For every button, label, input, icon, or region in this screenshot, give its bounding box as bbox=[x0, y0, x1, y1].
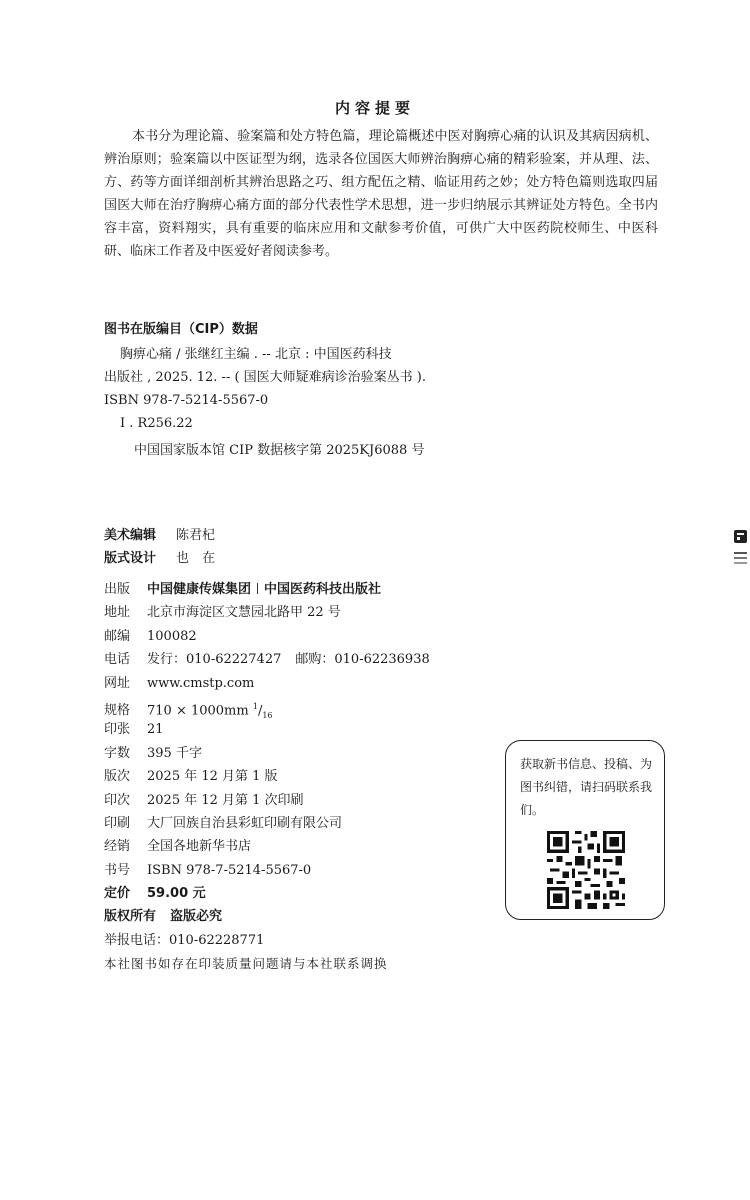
qr-card-text: 获取新书信息、投稿、为图书纠错，请扫码联系我们。 bbox=[520, 757, 653, 817]
postcode-row bbox=[104, 625, 430, 648]
price-value: 59.00 元 bbox=[147, 886, 206, 902]
info-key: 地址 bbox=[104, 605, 131, 621]
rights-row bbox=[104, 905, 430, 928]
sheets-row bbox=[104, 718, 430, 741]
info-key: 版次 bbox=[104, 769, 131, 785]
postcode-value: 100082 bbox=[147, 628, 197, 644]
role-row bbox=[104, 524, 215, 547]
role-row bbox=[104, 547, 215, 570]
cip-line-3: ISBN 978-7-5214-5567-0 bbox=[104, 393, 269, 408]
edition-value: 2025 年 12 月第 1 版 bbox=[147, 769, 278, 785]
role-key: 版式设计 bbox=[104, 551, 157, 566]
report-row: 举报电话：010-62228771 bbox=[104, 932, 265, 948]
isbn-value: ISBN 978-7-5214-5567-0 bbox=[147, 862, 312, 878]
phone-row bbox=[104, 648, 430, 671]
editor-roles bbox=[104, 524, 215, 570]
qr-code-icon[interactable] bbox=[547, 831, 625, 909]
isbn-row bbox=[104, 859, 430, 882]
info-key: 邮编 bbox=[104, 628, 131, 644]
website-value: www.cmstp.com bbox=[147, 675, 255, 691]
format-numerator: 1 bbox=[252, 701, 258, 711]
printer-value: 大厂回族自治县彩虹印刷有限公司 bbox=[147, 815, 343, 831]
info-key: 网址 bbox=[104, 675, 131, 691]
role-value: 也 在 bbox=[176, 551, 216, 566]
info-key: 印张 bbox=[104, 722, 131, 738]
cip-line-1: 胸痹心痛 / 张继红主编 . -- 北京 : 中国医药科技 bbox=[120, 347, 392, 362]
price-row bbox=[104, 882, 430, 905]
website-row bbox=[104, 672, 430, 695]
distributor-row bbox=[104, 835, 430, 858]
format-value: 710 × 1000mm bbox=[147, 703, 249, 719]
format-denominator: 16 bbox=[262, 710, 273, 720]
printer-row bbox=[104, 812, 430, 835]
words-value: 395 千字 bbox=[147, 745, 202, 761]
cip-line-2: 出版社 , 2025. 12. -- ( 国医大师疑难病诊治验案丛书 ). bbox=[104, 370, 427, 385]
cip-line-4: Ⅰ . R256.22 bbox=[120, 416, 193, 431]
info-key: 经销 bbox=[104, 839, 131, 855]
publisher-group: 中国健康传媒集团 bbox=[147, 582, 252, 597]
cip-block bbox=[104, 318, 426, 462]
info-key: 字数 bbox=[104, 745, 131, 761]
printing-row bbox=[104, 789, 430, 812]
abstract-body bbox=[104, 125, 658, 263]
publication-info bbox=[104, 578, 430, 976]
abstract-paragraph: 本书分为理论篇、验案篇和处方特色篇，理论篇概述中医对胸痹心痛的认识及其病因病机、辨治原则；验案篇以中医证型为纲，选录各位国医大师辨治胸痹心痛的精彩验案，并从理、法、方、药等方面详细剖析其辨治思路之巧、组方配伍之精、临证用药之妙；处方特色篇则选取四届国医大师在治疗胸痹心痛方面的部分代表性学术思想，进一步归纳展示其辨证处方特色。全书内容丰富，资料翔实，具有重要的临床应用和文献参考价值，可供广大中医药院校师生、中医科研、临床工作者及中医爱好者阅读参考。 bbox=[104, 129, 658, 259]
address-value: 北京市海淀区文慧园北路甲 22 号 bbox=[147, 605, 341, 621]
quality-note: 本社图书如存在印装质量问题请与本社联系调换 bbox=[104, 956, 388, 972]
info-key: 出版 bbox=[104, 582, 131, 597]
info-key: 电话 bbox=[104, 652, 131, 668]
rights-b: 盗版必究 bbox=[170, 909, 223, 925]
phone-mail: 邮购：010-62236938 bbox=[295, 652, 430, 668]
info-key: 规格 bbox=[104, 703, 131, 719]
distributor-value: 全国各地新华书店 bbox=[147, 839, 252, 855]
publisher-row bbox=[104, 578, 430, 601]
role-value: 陈君杞 bbox=[176, 528, 216, 543]
words-row bbox=[104, 742, 430, 765]
separator bbox=[257, 583, 258, 594]
info-key: 印次 bbox=[104, 792, 131, 808]
rights-a: 版权所有 bbox=[104, 909, 157, 925]
qr-card bbox=[505, 740, 665, 920]
format-row: 规格 710 × 1000mm $^1/_{16}$ bbox=[104, 695, 430, 718]
side-logo-mark bbox=[734, 530, 747, 570]
abstract-title: 内容提要 bbox=[334, 99, 415, 117]
info-key: 定价 bbox=[104, 886, 131, 902]
edition-row bbox=[104, 765, 430, 788]
info-key: 印刷 bbox=[104, 815, 131, 831]
address-row bbox=[104, 601, 430, 624]
sheets-value: 21 bbox=[147, 722, 164, 738]
cip-note: 中国国家版本馆 CIP 数据核字第 2025KJ6088 号 bbox=[134, 443, 425, 458]
publisher-name: 中国医药科技出版社 bbox=[264, 582, 382, 597]
cip-title: 图书在版编目（CIP）数据 bbox=[104, 322, 258, 337]
printing-value: 2025 年 12 月第 1 次印刷 bbox=[147, 792, 304, 808]
role-key: 美术编辑 bbox=[104, 528, 157, 543]
phone-issue: 发行：010-62227427 bbox=[147, 652, 282, 668]
info-key: 书号 bbox=[104, 862, 131, 878]
